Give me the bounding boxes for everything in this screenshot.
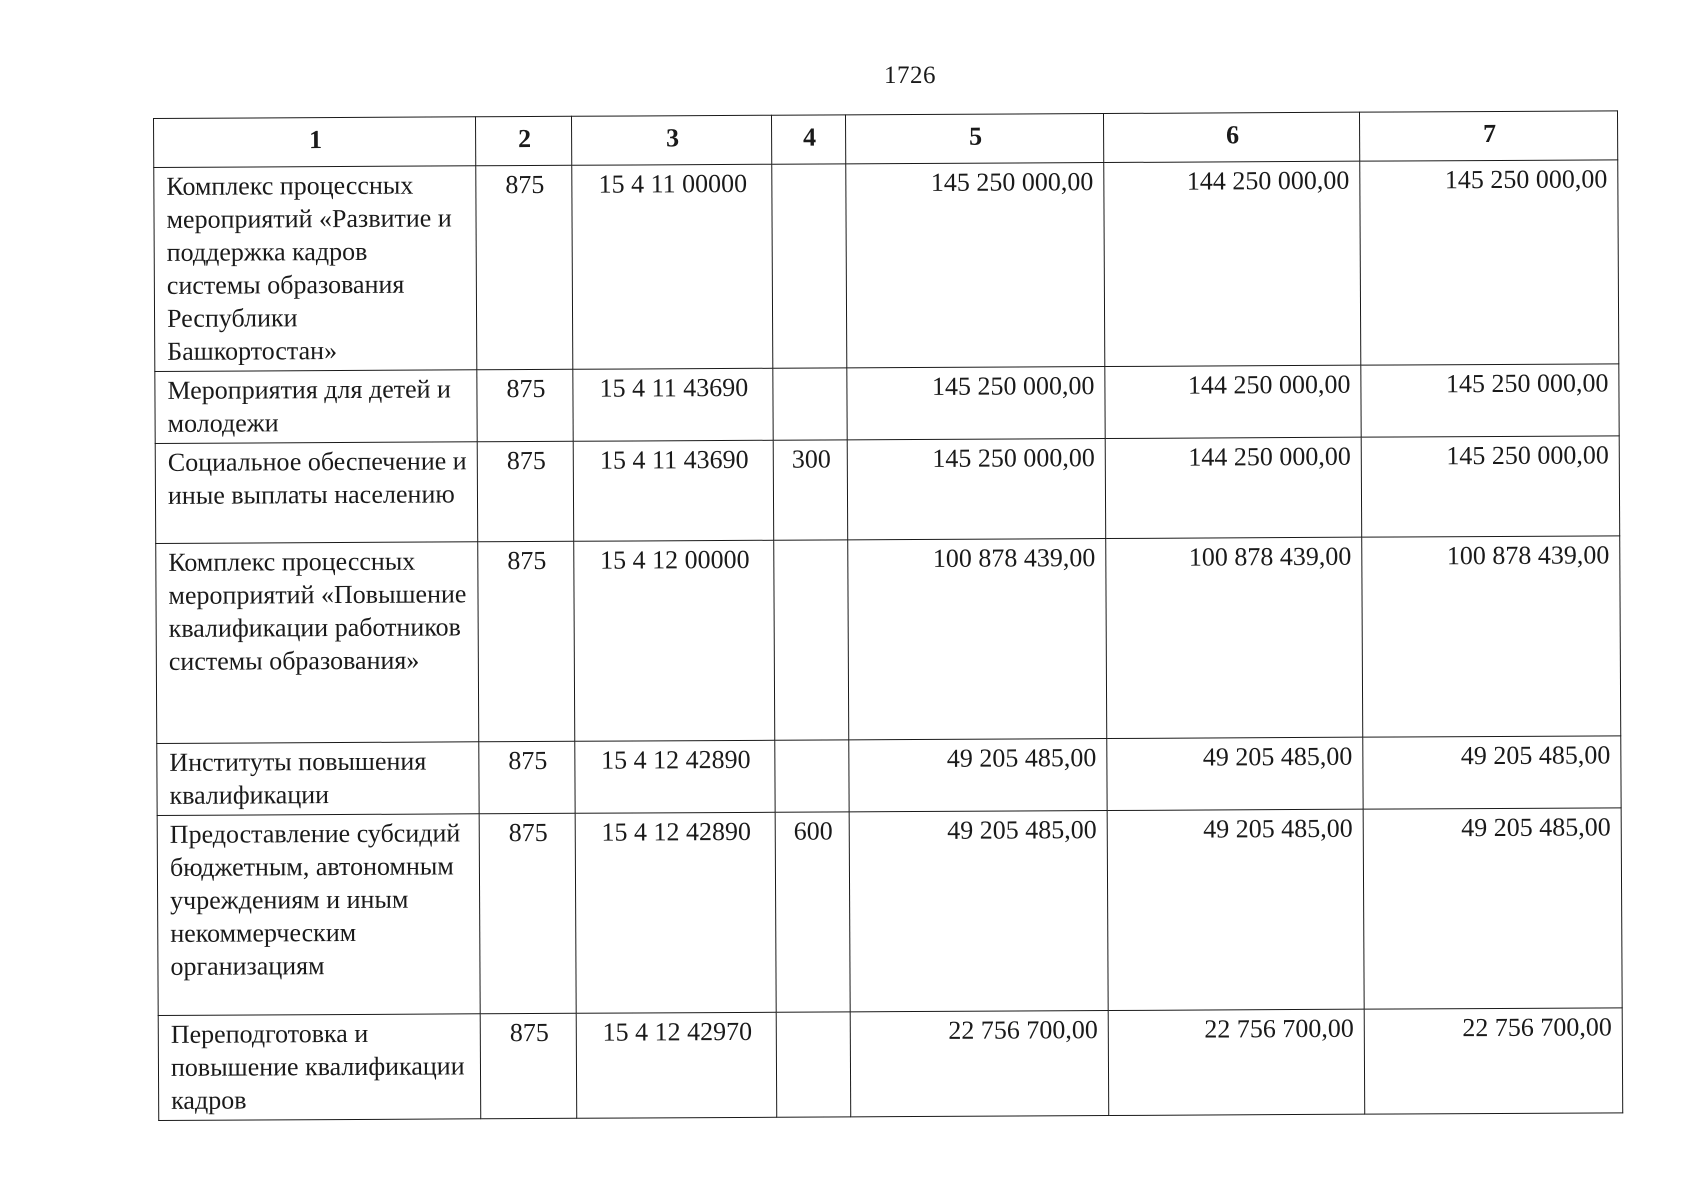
- row-sum-1: 145 250 000,00: [847, 367, 1105, 440]
- row-code: 15 4 12 42890: [575, 812, 776, 1013]
- table-row: [156, 536, 1621, 744]
- table-row: [157, 808, 1622, 1016]
- row-name: Мероприятия для детей и молодежи: [155, 370, 477, 444]
- row-sum-2: 144 250 000,00: [1105, 365, 1361, 438]
- row-name: Институты повышения квалификации: [157, 742, 479, 816]
- row-code: 15 4 11 00000: [572, 164, 773, 369]
- row-type: [776, 1012, 851, 1117]
- row-type: [773, 368, 847, 440]
- row-sum-2: 49 205 485,00: [1107, 809, 1364, 1010]
- row-code: 15 4 12 42970: [576, 1012, 777, 1118]
- table-row: [154, 160, 1619, 372]
- row-sum-3: 145 250 000,00: [1361, 436, 1620, 537]
- row-type: [774, 540, 849, 740]
- row-ministry: 875: [477, 369, 573, 442]
- column-header: 1: [154, 117, 476, 168]
- row-sum-3: 49 205 485,00: [1363, 808, 1622, 1009]
- table-row: [158, 1008, 1623, 1121]
- row-sum-2: 49 205 485,00: [1107, 737, 1363, 810]
- row-name: Комплекс процессных мероприятий «Повышение квалификации работников системы образования»: [156, 542, 479, 744]
- row-sum-1: 49 205 485,00: [849, 739, 1107, 812]
- row-name: Предоставление субсидий бюджетным, автономным учреждениям и иным некоммерческим организациям: [157, 814, 480, 1016]
- row-ministry: 875: [478, 541, 575, 741]
- row-ministry: 875: [476, 165, 573, 369]
- column-header: 3: [571, 115, 771, 165]
- row-name: Переподготовка и повышение квалификации кадров: [158, 1014, 481, 1121]
- row-ministry: 875: [477, 441, 574, 542]
- row-type: 600: [775, 812, 850, 1012]
- row-sum-3: 145 250 000,00: [1361, 364, 1619, 437]
- header-row: [154, 111, 1618, 168]
- row-sum-1: 100 878 439,00: [848, 539, 1107, 740]
- row-code: 15 4 11 43690: [573, 440, 774, 541]
- row-type: [772, 164, 847, 368]
- row-type: [775, 740, 849, 812]
- row-sum-1: 145 250 000,00: [847, 439, 1106, 540]
- row-sum-2: 144 250 000,00: [1104, 161, 1361, 366]
- column-header: 5: [845, 114, 1103, 164]
- row-sum-2: 100 878 439,00: [1106, 537, 1363, 738]
- row-name: Социальное обеспечение и иные выплаты населению: [155, 442, 478, 544]
- row-sum-3: 145 250 000,00: [1360, 160, 1619, 365]
- row-sum-1: 145 250 000,00: [846, 163, 1105, 368]
- row-name: Комплекс процессных мероприятий «Развитие и поддержка кадров системы образования Республики Башкортостан»: [154, 166, 477, 372]
- row-sum-3: 49 205 485,00: [1363, 736, 1621, 809]
- table-row: [155, 364, 1619, 444]
- row-sum-1: 49 205 485,00: [849, 811, 1108, 1012]
- row-sum-3: 22 756 700,00: [1364, 1008, 1623, 1114]
- table-row: [155, 436, 1620, 544]
- row-ministry: 875: [479, 813, 576, 1013]
- table-row: [157, 736, 1621, 816]
- budget-table: [153, 110, 1623, 1121]
- column-header: 7: [1359, 111, 1617, 161]
- row-type: 300: [773, 440, 848, 540]
- row-ministry: 875: [479, 741, 575, 814]
- column-header: 2: [475, 116, 571, 166]
- row-ministry: 875: [480, 1013, 577, 1119]
- row-code: 15 4 11 43690: [573, 368, 773, 441]
- row-sum-2: 144 250 000,00: [1105, 437, 1362, 538]
- row-sum-2: 22 756 700,00: [1108, 1009, 1365, 1115]
- row-sum-3: 100 878 439,00: [1362, 536, 1621, 737]
- column-header: 6: [1103, 112, 1359, 162]
- page-number: 1726: [884, 62, 936, 89]
- row-code: 15 4 12 00000: [574, 540, 775, 741]
- column-header: 4: [771, 115, 845, 164]
- row-code: 15 4 12 42890: [575, 740, 775, 813]
- row-sum-1: 22 756 700,00: [850, 1011, 1109, 1117]
